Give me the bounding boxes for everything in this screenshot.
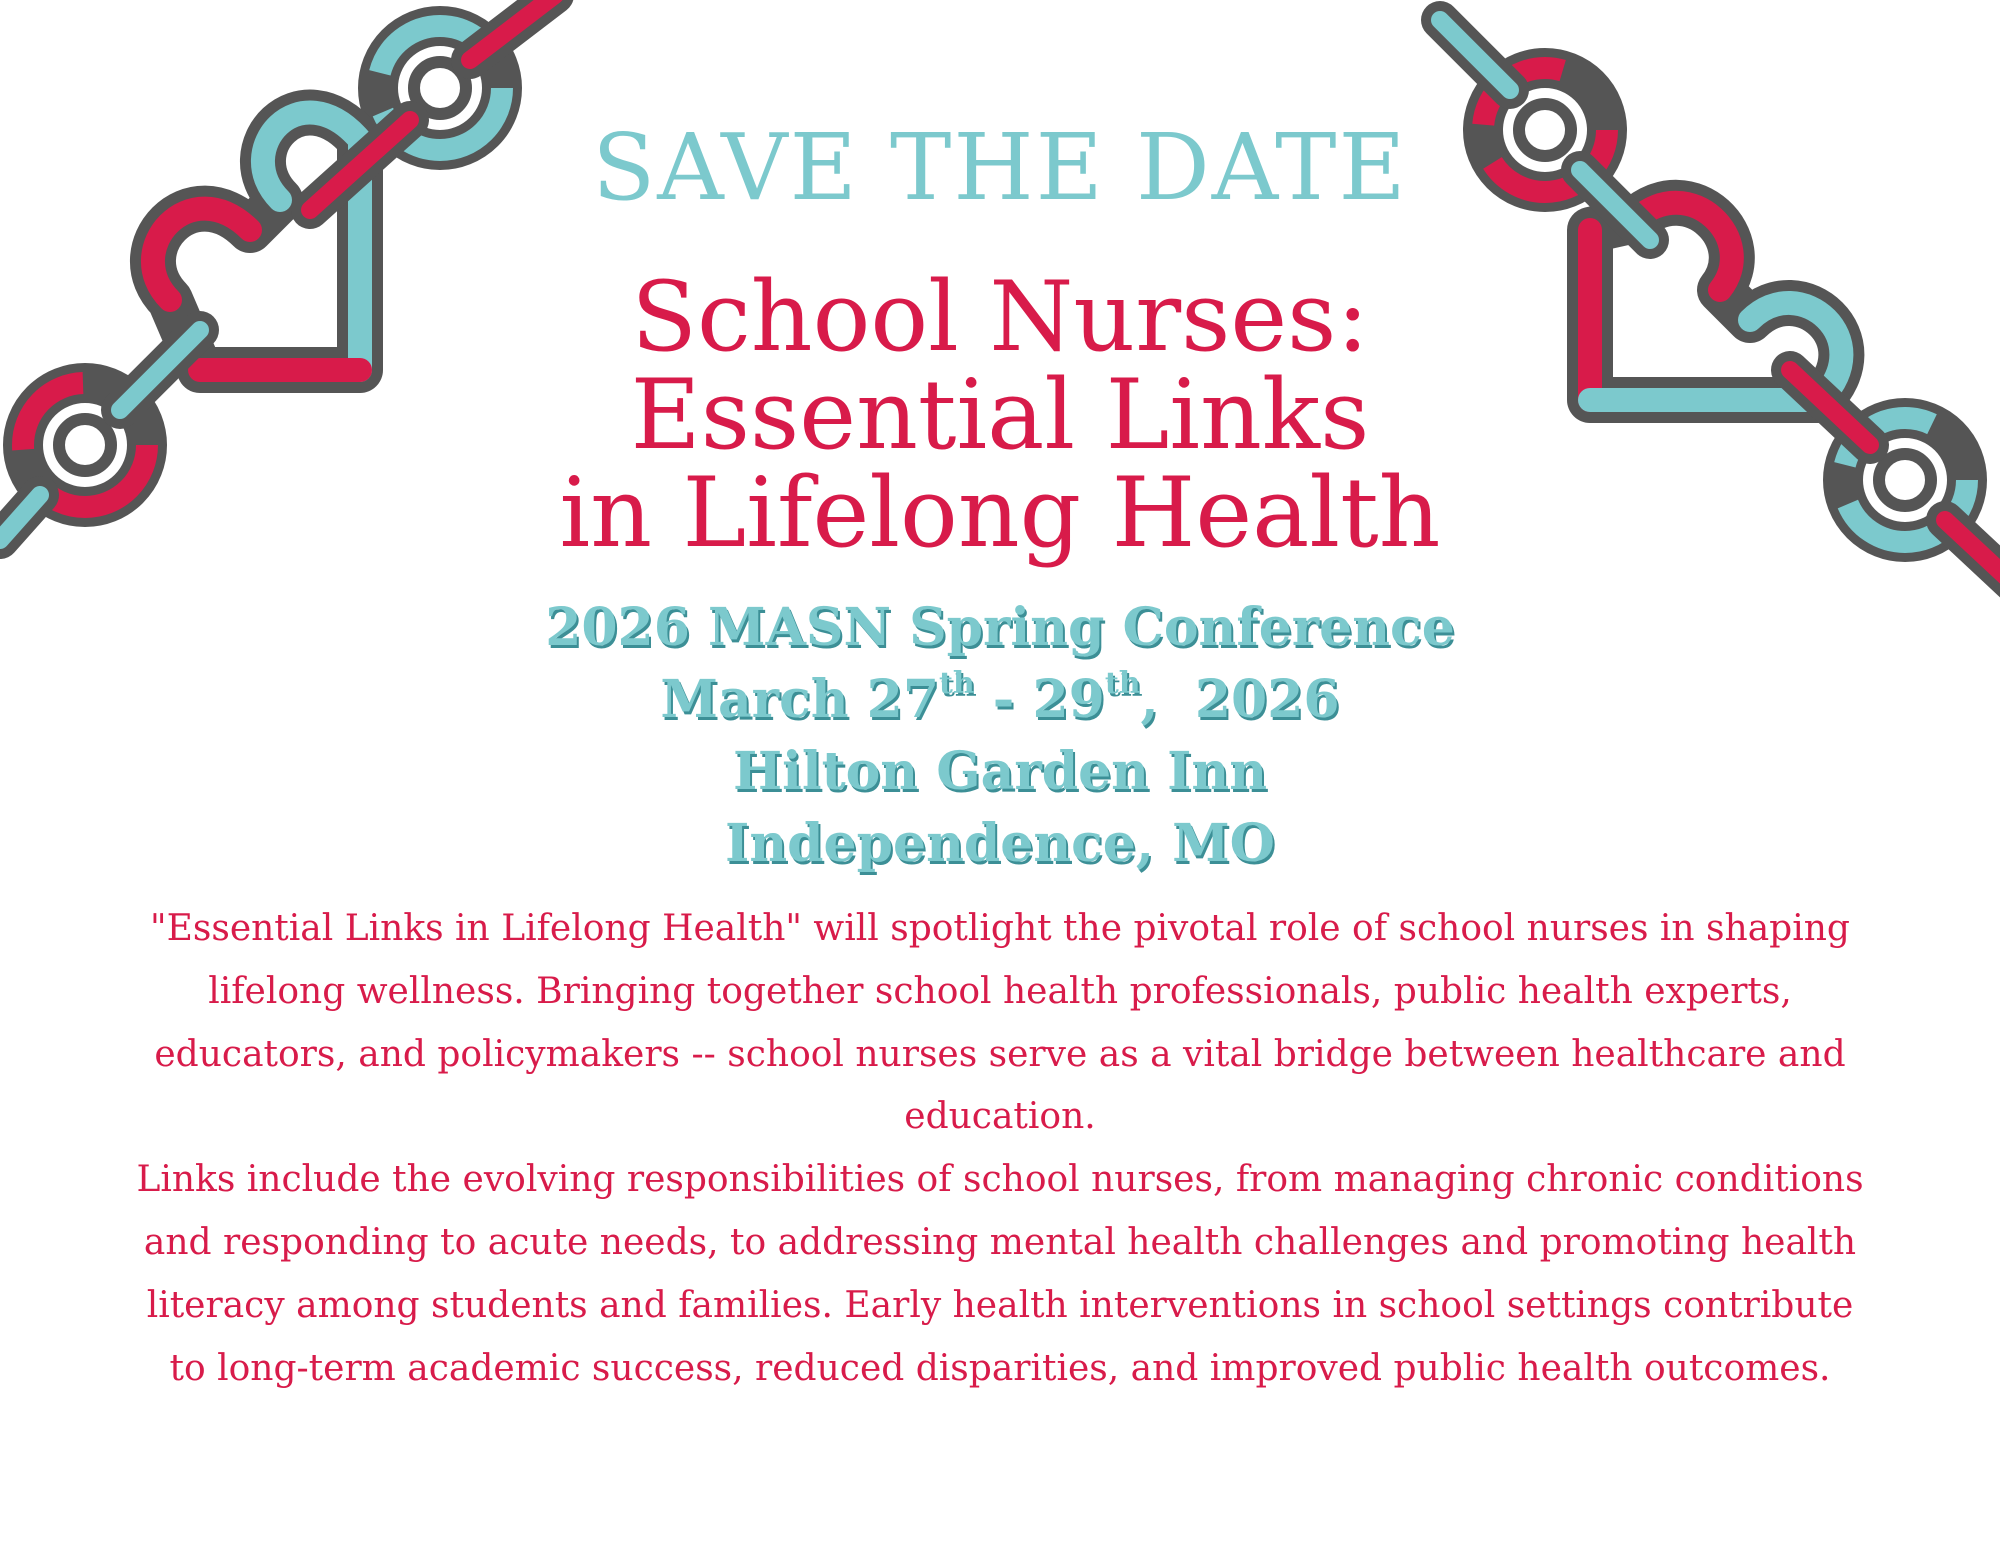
date-start-suffix: th bbox=[939, 665, 975, 701]
venue-name: Hilton Garden Inn bbox=[732, 741, 1268, 802]
save-the-date-heading: SAVE THE DATE bbox=[592, 114, 1408, 221]
date-start: March 27 bbox=[660, 669, 940, 730]
title-line-2: Essential Links bbox=[630, 359, 1370, 471]
description-paragraph-1: "Essential Links in Lifelong Health" will spotlight the pivotal role of school nurses in shaping lifelong wellness. Bringing together school health professionals, public health experts, educators, and policymakers -- school nurses serve as a vital bridge between healthcare and education. bbox=[150, 908, 1850, 1138]
date-end-suffix: th bbox=[1104, 665, 1141, 701]
event-dates bbox=[0, 664, 2000, 736]
date-year: , 2026 bbox=[1140, 669, 1340, 730]
event-title bbox=[0, 261, 2000, 569]
conference-name: 2026 MASN Spring Conference bbox=[545, 597, 1455, 658]
event-details bbox=[0, 592, 2000, 880]
title-line-1: School Nurses: bbox=[631, 261, 1369, 373]
title-line-3: in Lifelong Health bbox=[559, 457, 1441, 569]
event-description bbox=[130, 898, 1870, 1400]
description-paragraph-2: Links include the evolving responsibilities of school nurses, from managing chronic conditions and responding to acute needs, to addressing mental health challenges and promoting health literacy among students and families. Early health interventions in school settings contribute to long-term academic success, reduced disparities, and improved public health outcomes. bbox=[136, 1159, 1864, 1389]
date-end: - 29 bbox=[974, 669, 1105, 730]
venue-location: Independence, MO bbox=[725, 813, 1275, 874]
